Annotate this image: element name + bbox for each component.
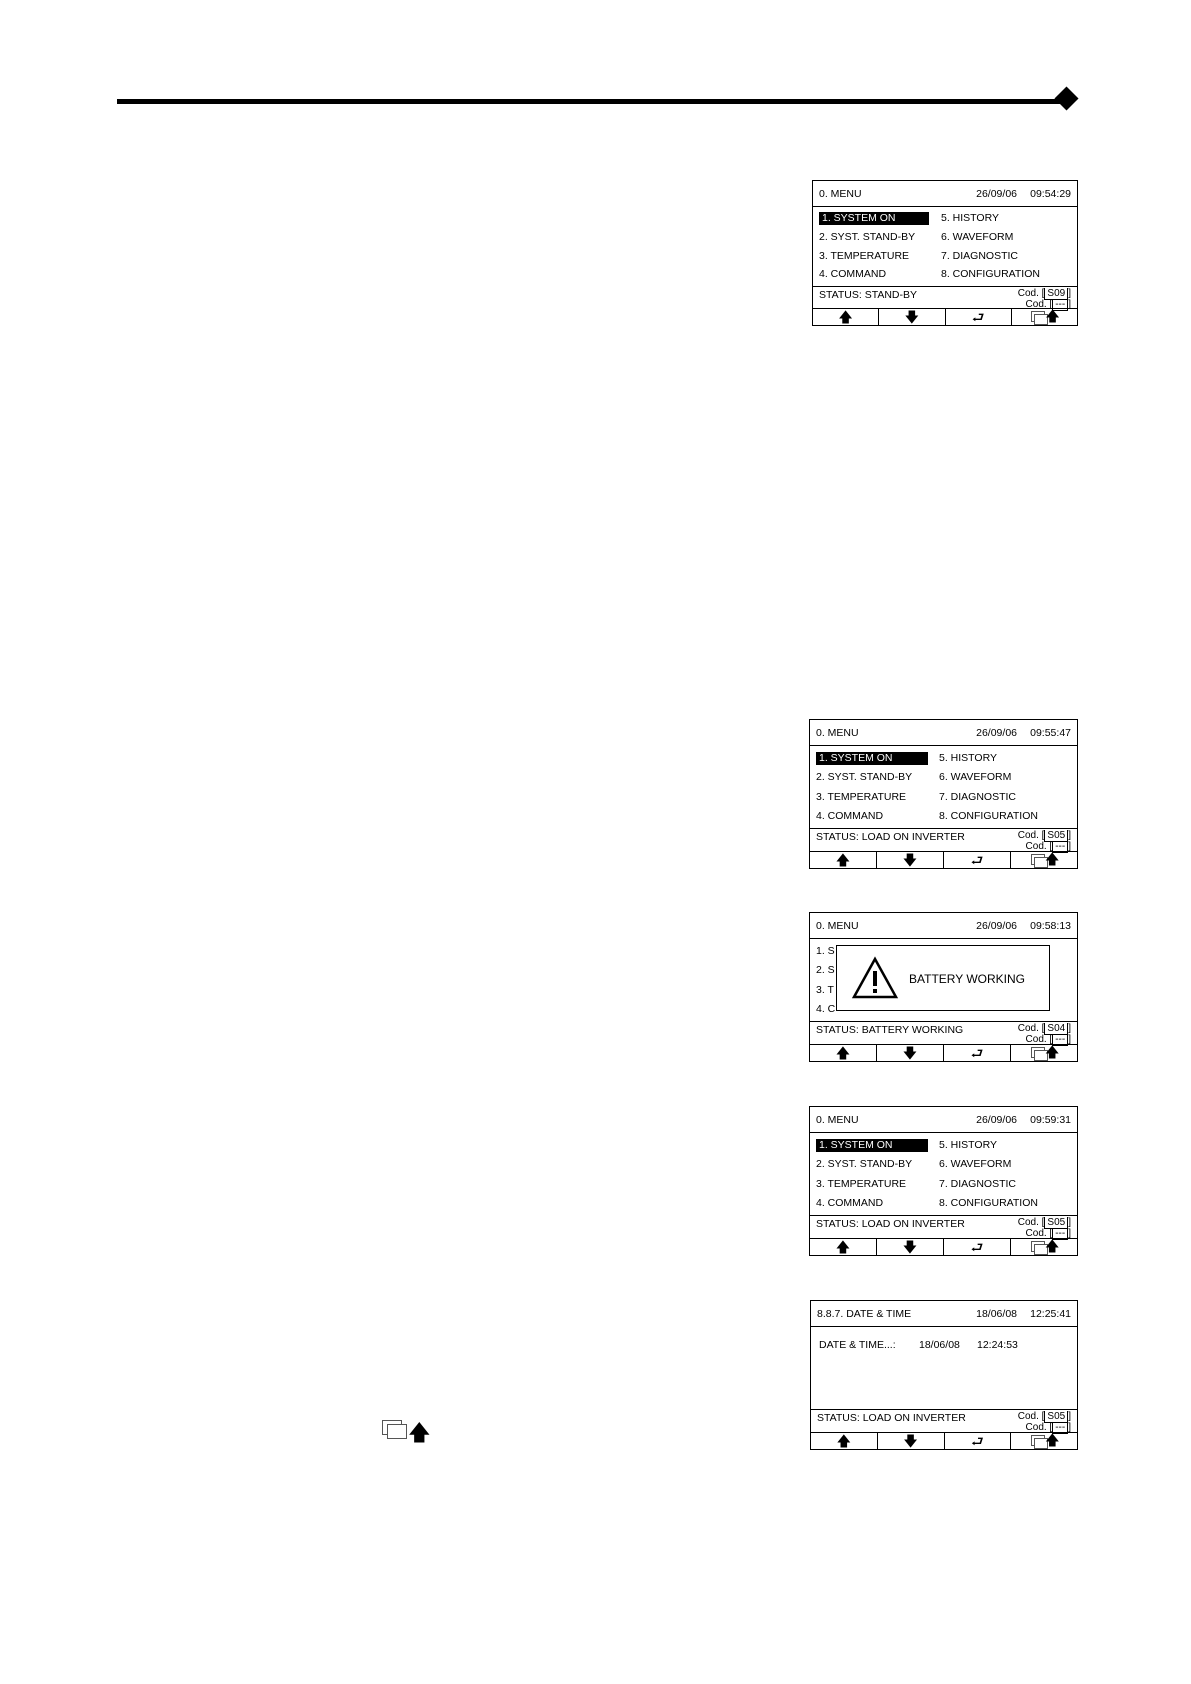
enter-icon: ⮐	[970, 1045, 984, 1061]
up-arrow-icon: 🡅	[838, 309, 853, 325]
esc-pages-up-icon: 🡅	[382, 1418, 432, 1440]
screen-date: 26/09/06	[976, 188, 1017, 200]
menu-item-syst-stand-by[interactable]: 2. SYST. STAND-BY	[819, 231, 916, 243]
menu-item-history[interactable]: 5. HISTORY	[941, 212, 999, 224]
down-key[interactable]	[878, 1433, 945, 1449]
esc-key[interactable]	[1011, 1433, 1077, 1449]
up-key[interactable]	[810, 1239, 877, 1255]
alarm-code: Cod. [ --- ]	[1025, 841, 1071, 852]
screen-header	[810, 720, 1077, 746]
softkey-bar	[810, 851, 1077, 868]
menu-item-diagnostic[interactable]: 7. DIAGNOSTIC	[939, 791, 1017, 803]
screen-time: 09:54:29	[1030, 188, 1071, 200]
alarm-code: Cod. [ --- ]	[1025, 1034, 1071, 1045]
up-arrow-icon: 🡅	[835, 1239, 851, 1255]
screen-title: 0. MENU	[816, 920, 859, 932]
menu-item-history[interactable]: 5. HISTORY	[939, 1139, 997, 1151]
top-rule	[117, 99, 1067, 104]
up-arrow-icon: 🡅	[835, 852, 851, 868]
status-code: Cod. [ S05 ]	[1017, 1411, 1071, 1422]
down-key[interactable]	[879, 309, 945, 325]
status-code: Cod. [ S05 ]	[1017, 830, 1071, 841]
status-text: STATUS: LOAD ON INVERTER	[816, 831, 965, 843]
enter-key[interactable]	[944, 1045, 1011, 1061]
menu-item-history[interactable]: 5. HISTORY	[939, 752, 997, 764]
up-arrow-icon: 🡅	[835, 1045, 851, 1061]
esc-key[interactable]	[1011, 1239, 1077, 1255]
menu-item-waveform[interactable]: 6. WAVEFORM	[941, 231, 1014, 243]
up-key[interactable]	[810, 852, 877, 868]
menu-item-partial[interactable]: 4. C	[816, 1003, 836, 1015]
popup-message: BATTERY WORKING	[909, 972, 1026, 986]
menu-item-temperature[interactable]: 3. TEMPERATURE	[816, 1178, 907, 1190]
menu-item-configuration[interactable]: 8. CONFIGURATION	[939, 1197, 1038, 1209]
lcd-screen-menu-load-on-inverter	[809, 719, 1078, 869]
softkey-bar	[813, 308, 1077, 325]
screen-time: 09:58:13	[1030, 920, 1071, 932]
enter-icon: ⮐	[970, 1239, 984, 1255]
down-key[interactable]	[877, 1045, 944, 1061]
time-field-value[interactable]: 12:24:53	[977, 1339, 1018, 1351]
status-code: Cod. [ S05 ]	[1017, 1217, 1071, 1228]
status-row	[810, 1215, 1077, 1238]
up-key[interactable]	[811, 1433, 878, 1449]
menu-item-partial[interactable]: 2. S	[816, 964, 835, 976]
date-time-field-label: DATE & TIME...:	[819, 1339, 896, 1351]
menu-item-waveform[interactable]: 6. WAVEFORM	[939, 1158, 1012, 1170]
screen-time: 12:25:41	[1030, 1308, 1071, 1320]
enter-key[interactable]	[944, 1239, 1011, 1255]
screen-title: 8.8.7. DATE & TIME	[817, 1308, 912, 1320]
status-text: STATUS: STAND-BY	[819, 289, 918, 301]
esc-key[interactable]	[1011, 852, 1077, 868]
menu-item-command[interactable]: 4. COMMAND	[816, 1197, 884, 1209]
battery-warning-popup	[836, 945, 1050, 1011]
menu-item-system-on[interactable]: 1. SYSTEM ON	[816, 1139, 928, 1152]
status-text: STATUS: LOAD ON INVERTER	[816, 1218, 965, 1230]
status-row	[810, 1021, 1077, 1044]
menu-item-command[interactable]: 4. COMMAND	[819, 268, 887, 280]
status-text: STATUS: BATTERY WORKING	[816, 1024, 964, 1036]
down-arrow-icon: 🡇	[902, 1045, 918, 1061]
down-key[interactable]	[877, 1239, 944, 1255]
alarm-code: Cod. [ --- ]	[1025, 1228, 1071, 1239]
softkey-bar	[811, 1432, 1077, 1449]
status-row	[813, 286, 1077, 309]
down-arrow-icon: 🡇	[902, 1239, 918, 1255]
menu-item-configuration[interactable]: 8. CONFIGURATION	[941, 268, 1040, 280]
menu-item-waveform[interactable]: 6. WAVEFORM	[939, 771, 1012, 783]
esc-pages-up-icon: 🡅	[1029, 1434, 1059, 1448]
status-text: STATUS: LOAD ON INVERTER	[817, 1412, 966, 1424]
down-arrow-icon: 🡇	[904, 309, 920, 325]
up-key[interactable]	[810, 1045, 877, 1061]
esc-pages-up-icon: 🡅	[1029, 1046, 1059, 1060]
up-key[interactable]	[813, 309, 879, 325]
menu-item-command[interactable]: 4. COMMAND	[816, 810, 884, 822]
screen-time: 09:59:31	[1030, 1114, 1071, 1126]
screen-date: 18/06/08	[976, 1308, 1017, 1320]
up-arrow-icon: 🡅	[836, 1433, 852, 1449]
menu-item-temperature[interactable]: 3. TEMPERATURE	[816, 791, 907, 803]
softkey-bar	[810, 1044, 1077, 1061]
enter-icon: ⮐	[971, 1433, 984, 1449]
screen-header	[810, 1107, 1077, 1133]
esc-pages-up-icon: 🡅	[1029, 310, 1059, 324]
enter-icon: ⮐	[970, 852, 984, 868]
screen-date: 26/09/06	[976, 727, 1017, 739]
down-key[interactable]	[877, 852, 944, 868]
down-arrow-icon: 🡇	[903, 1433, 918, 1449]
esc-key[interactable]	[1012, 309, 1077, 325]
status-row	[810, 828, 1077, 851]
esc-pages-up-icon: 🡅	[1029, 853, 1059, 867]
top-diamond	[1054, 86, 1078, 110]
screen-title: 0. MENU	[816, 727, 859, 739]
menu-item-partial[interactable]: 3. T	[816, 984, 834, 996]
screen-header	[810, 913, 1077, 939]
status-row	[811, 1409, 1077, 1432]
down-arrow-icon: 🡇	[902, 852, 918, 868]
enter-key[interactable]	[946, 309, 1012, 325]
screen-title: 0. MENU	[816, 1114, 859, 1126]
menu-item-syst-stand-by[interactable]: 2. SYST. STAND-BY	[816, 771, 913, 783]
alarm-code: Cod. [ --- ]	[1025, 299, 1071, 310]
lcd-screen-menu-standby	[812, 180, 1078, 326]
menu-item-system-on[interactable]: 1. SYSTEM ON	[816, 752, 928, 765]
screen-date: 26/09/06	[976, 920, 1017, 932]
menu-item-configuration[interactable]: 8. CONFIGURATION	[939, 810, 1038, 822]
lcd-screen-battery-working	[809, 912, 1078, 1062]
lcd-screen-menu-load-on-inverter-2	[809, 1106, 1078, 1256]
status-code: Cod. [ S09 ]	[1017, 288, 1071, 299]
menu-item-system-on[interactable]: 1. SYSTEM ON	[819, 212, 929, 225]
status-code: Cod. [ S04 ]	[1017, 1023, 1071, 1034]
lcd-screen-date-time	[810, 1300, 1078, 1450]
date-field-value[interactable]: 18/06/08	[919, 1339, 960, 1351]
menu-item-temperature[interactable]: 3. TEMPERATURE	[819, 250, 910, 262]
esc-pages-up-icon: 🡅	[1029, 1240, 1059, 1254]
menu-item-diagnostic[interactable]: 7. DIAGNOSTIC	[939, 1178, 1017, 1190]
screen-header	[813, 181, 1077, 207]
warning-icon	[851, 956, 899, 1000]
alarm-code: Cod. [ --- ]	[1025, 1422, 1071, 1433]
menu-item-diagnostic[interactable]: 7. DIAGNOSTIC	[941, 250, 1019, 262]
enter-key[interactable]	[945, 1433, 1012, 1449]
screen-date: 26/09/06	[976, 1114, 1017, 1126]
softkey-bar	[810, 1238, 1077, 1255]
esc-key[interactable]	[1011, 1045, 1077, 1061]
enter-icon: ⮐	[971, 309, 985, 325]
enter-key[interactable]	[944, 852, 1011, 868]
screen-time: 09:55:47	[1030, 727, 1071, 739]
menu-item-syst-stand-by[interactable]: 2. SYST. STAND-BY	[816, 1158, 913, 1170]
screen-header	[811, 1301, 1077, 1327]
screen-title: 0. MENU	[819, 188, 862, 200]
menu-item-partial[interactable]: 1. S	[816, 945, 835, 957]
